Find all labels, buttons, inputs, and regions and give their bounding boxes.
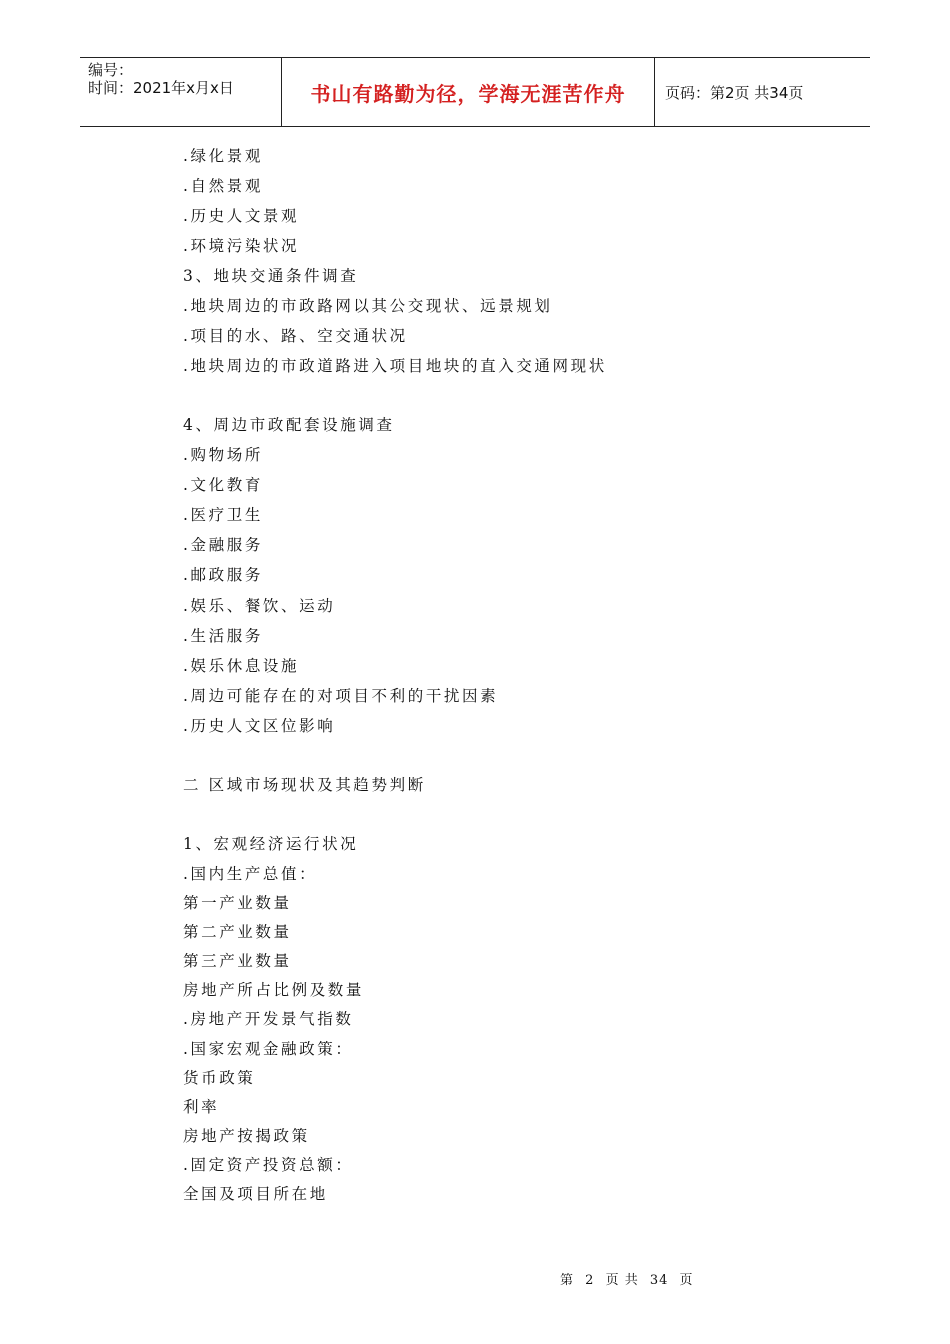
text-line: 第二产业数量: [183, 923, 292, 941]
text-line: .项目的水、路、空交通状况: [183, 327, 408, 345]
header-page-info: 页码：第2页 共34页: [665, 83, 804, 102]
footer-total-pages: 34: [649, 1273, 669, 1288]
section-heading: 1、宏观经济运行状况: [183, 835, 359, 853]
text-line: .绿化景观: [183, 147, 263, 165]
text-line: 货币政策: [183, 1069, 256, 1087]
text-line: .娱乐休息设施: [183, 657, 300, 675]
text-line: 房地产所占比例及数量: [183, 981, 365, 999]
footer-current-page: 2: [585, 1273, 595, 1288]
text-line: .房地产开发景气指数: [183, 1010, 354, 1028]
header-meta: [80, 58, 282, 126]
text-line: .医疗卫生: [183, 506, 263, 524]
text-line: .周边可能存在的对项目不利的干扰因素: [183, 687, 499, 705]
text-line: .环境污染状况: [183, 237, 300, 255]
section-heading: 3、地块交通条件调查: [183, 267, 359, 285]
text-line: .历史人文区位影响: [183, 717, 336, 735]
text-line: 第一产业数量: [183, 894, 292, 912]
text-line: .娱乐、餐饮、运动: [183, 597, 336, 615]
footer-suffix: 页: [679, 1273, 694, 1288]
date-label: 时间：2021年x月x日: [88, 79, 234, 97]
page-header: [80, 57, 870, 127]
text-line: .固定资产投资总额：: [183, 1156, 354, 1174]
text-line: .国家宏观金融政策：: [183, 1040, 354, 1058]
text-line: .地块周边的市政路网以其公交现状、远景规划: [183, 297, 553, 315]
serial-label: 编号：: [88, 61, 134, 79]
text-line: 利率: [183, 1098, 220, 1116]
footer-mid: 页 共: [605, 1273, 639, 1288]
text-line: .历史人文景观: [183, 207, 300, 225]
text-line: .文化教育: [183, 476, 263, 494]
footer-prefix: 第: [560, 1273, 575, 1288]
text-line: .地块周边的市政道路进入项目地块的直入交通网现状: [183, 357, 607, 375]
text-line: .自然景观: [183, 177, 263, 195]
section-heading: 4、周边市政配套设施调查: [183, 416, 395, 434]
text-line: .邮政服务: [183, 566, 263, 584]
header-motto: 书山有路勤为径，学海无涯苦作舟: [282, 58, 655, 126]
text-line: 房地产按揭政策: [183, 1127, 310, 1145]
text-line: 第三产业数量: [183, 952, 292, 970]
chapter-heading: 二 区域市场现状及其趋势判断: [183, 776, 426, 794]
page-footer: [560, 1269, 700, 1288]
text-line: .金融服务: [183, 536, 263, 554]
text-line: 全国及项目所在地: [183, 1185, 328, 1203]
text-line: .国内生产总值：: [183, 865, 318, 883]
text-line: .生活服务: [183, 627, 263, 645]
text-line: .购物场所: [183, 446, 263, 464]
